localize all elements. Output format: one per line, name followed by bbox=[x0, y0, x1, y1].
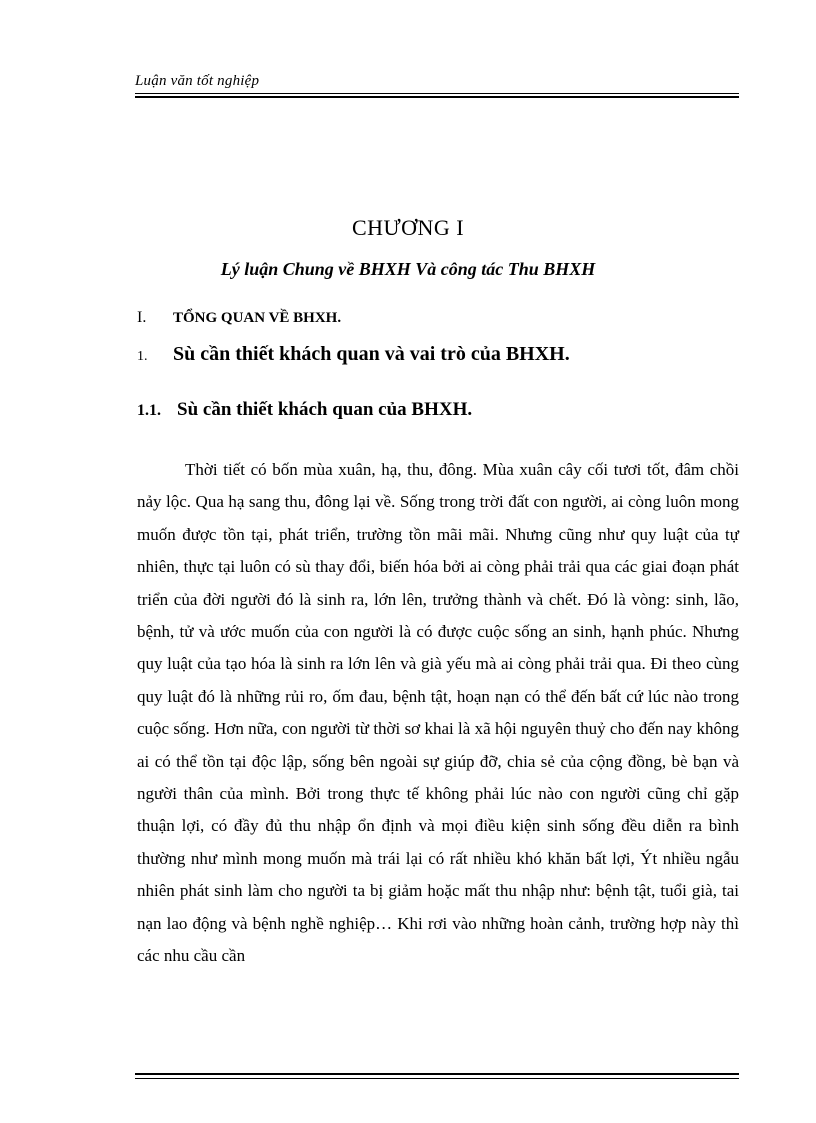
subsubsection-title: Sù cần thiết khách quan của BHXH. bbox=[177, 399, 473, 420]
subsection-number: 1. bbox=[137, 349, 148, 364]
section-heading-1-1 bbox=[137, 343, 570, 366]
subsubsection-number: 1.1. bbox=[137, 402, 161, 419]
chapter-title: CHƯƠNG I bbox=[351, 215, 465, 240]
section-heading-1-1-1 bbox=[137, 399, 472, 421]
section-title: TỔNG QUAN VỀ BHXH. bbox=[173, 310, 342, 326]
footer-divider bbox=[135, 1073, 739, 1079]
chapter-subtitle: Lý luận Chung về BHXH Và công tác Thu BHXH bbox=[220, 259, 596, 279]
body-paragraph: Thời tiết có bốn mùa xuân, hạ, thu, đông. Mùa xuân cây cối tươi tốt, đâm chồi nảy lộc. Qua hạ sang thu, đông lại về. Sống trong trời đất con người, ai còng luôn mong muốn được tồn tại, phát triển, trường tồn mãi mãi. Nhưng cũng như quy luật của tự nhiên, thực tại luôn có sù thay đổi, biến hóa bởi ai còng phải trải qua các giai đoạn phát triển của đời người đó là sinh ra, lớn lên, trưởng thành và chết. Đó là vòng: sinh, lão, bệnh, tử và ước muốn của con người là có được cuộc sống an sinh, hạnh phúc. Nhưng quy luật của tạo hóa là sinh ra lớn lên và già yếu mà ai còng phải trải qua. Đi theo cùng quy luật đó là những rủi ro, ốm đau, bệnh tật, hoạn nạn có thể đến bất cứ lúc nào trong cuộc sống. Hơn nữa, con người từ thời sơ khai là xã hội nguyên thuỷ cho đến nay không ai có thể tồn tại độc lập, sống bên ngoài sự giúp đỡ, chia sẻ của cộng đồng, bè bạn và người thân của mình. Bởi trong thực tế không phải lúc nào con người cũng chỉ gặp thuận lợi, có đầy đủ thu nhập ổn định và mọi điều kiện sinh sống đều diễn ra bình thường như mình mong muốn mà trái lại có rất nhiều khó khăn bất lợi, Ýt nhiều ngẫu nhiên phát sinh làm cho người ta bị giảm hoặc mất thu nhập như: bệnh tật, tuổi già, tai nạn lao động và bệnh nghề nghiệp… Khi rơi vào những hoàn cảnh, trường hợp này thì các nhu cầu cần bbox=[137, 460, 739, 966]
section-number: I. bbox=[137, 309, 147, 326]
header-divider bbox=[135, 93, 739, 98]
section-heading-1 bbox=[137, 309, 341, 327]
subsection-title: Sù cần thiết khách quan và vai trò của BHXH. bbox=[173, 343, 570, 365]
running-header: Luận văn tốt nghiệp bbox=[135, 73, 260, 89]
